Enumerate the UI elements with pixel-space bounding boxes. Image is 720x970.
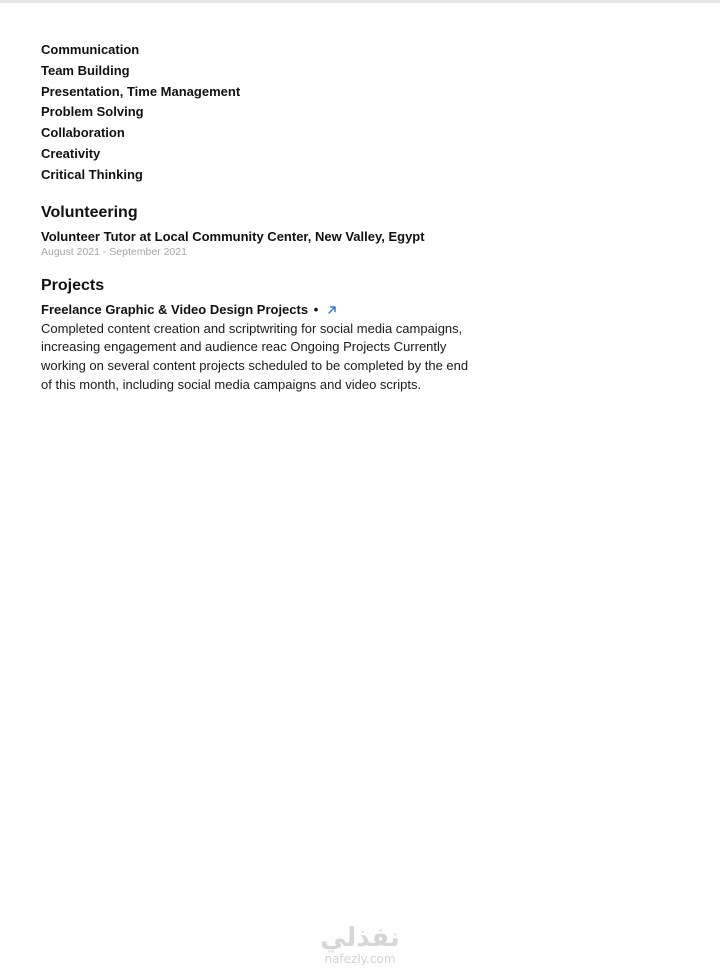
external-link-arrow-icon[interactable] xyxy=(327,302,337,319)
watermark xyxy=(0,924,720,966)
skill-item: Creativity xyxy=(41,145,101,161)
project-description: Completed content creation and scriptwriting for social media campaigns, increasing engagement and audience reac Ongoing Projects Currently working on several content projects scheduled to be completed by the end of this month, including social media campaigns and video scripts. xyxy=(41,320,469,392)
top-divider xyxy=(0,0,720,3)
volunteer-entry-title: Volunteer Tutor at Local Community Center, New Valley, Egypt xyxy=(41,228,425,244)
project-entry-title: Freelance Graphic & Video Design Projects xyxy=(41,301,309,317)
skill-item: Presentation, Time Management xyxy=(41,83,241,99)
volunteering-heading: Volunteering xyxy=(41,203,138,221)
skill-item: Communication xyxy=(41,42,140,57)
projects-heading: Projects xyxy=(41,276,105,294)
resume-page xyxy=(41,40,471,395)
volunteering-section xyxy=(41,203,471,260)
title-separator: • xyxy=(313,301,319,317)
watermark-url: nafezly.com xyxy=(324,952,396,966)
skill-item: Problem Solving xyxy=(41,104,144,120)
volunteer-entry-dates: August 2021 - September 2021 xyxy=(41,245,187,258)
skills-list xyxy=(41,40,471,186)
project-entry-title-row xyxy=(41,301,471,319)
projects-section xyxy=(41,276,471,395)
watermark-logo: نفذلي xyxy=(320,923,400,953)
skill-item: Collaboration xyxy=(41,125,125,141)
skill-item: Critical Thinking xyxy=(41,166,143,182)
skill-item: Team Building xyxy=(41,62,130,78)
